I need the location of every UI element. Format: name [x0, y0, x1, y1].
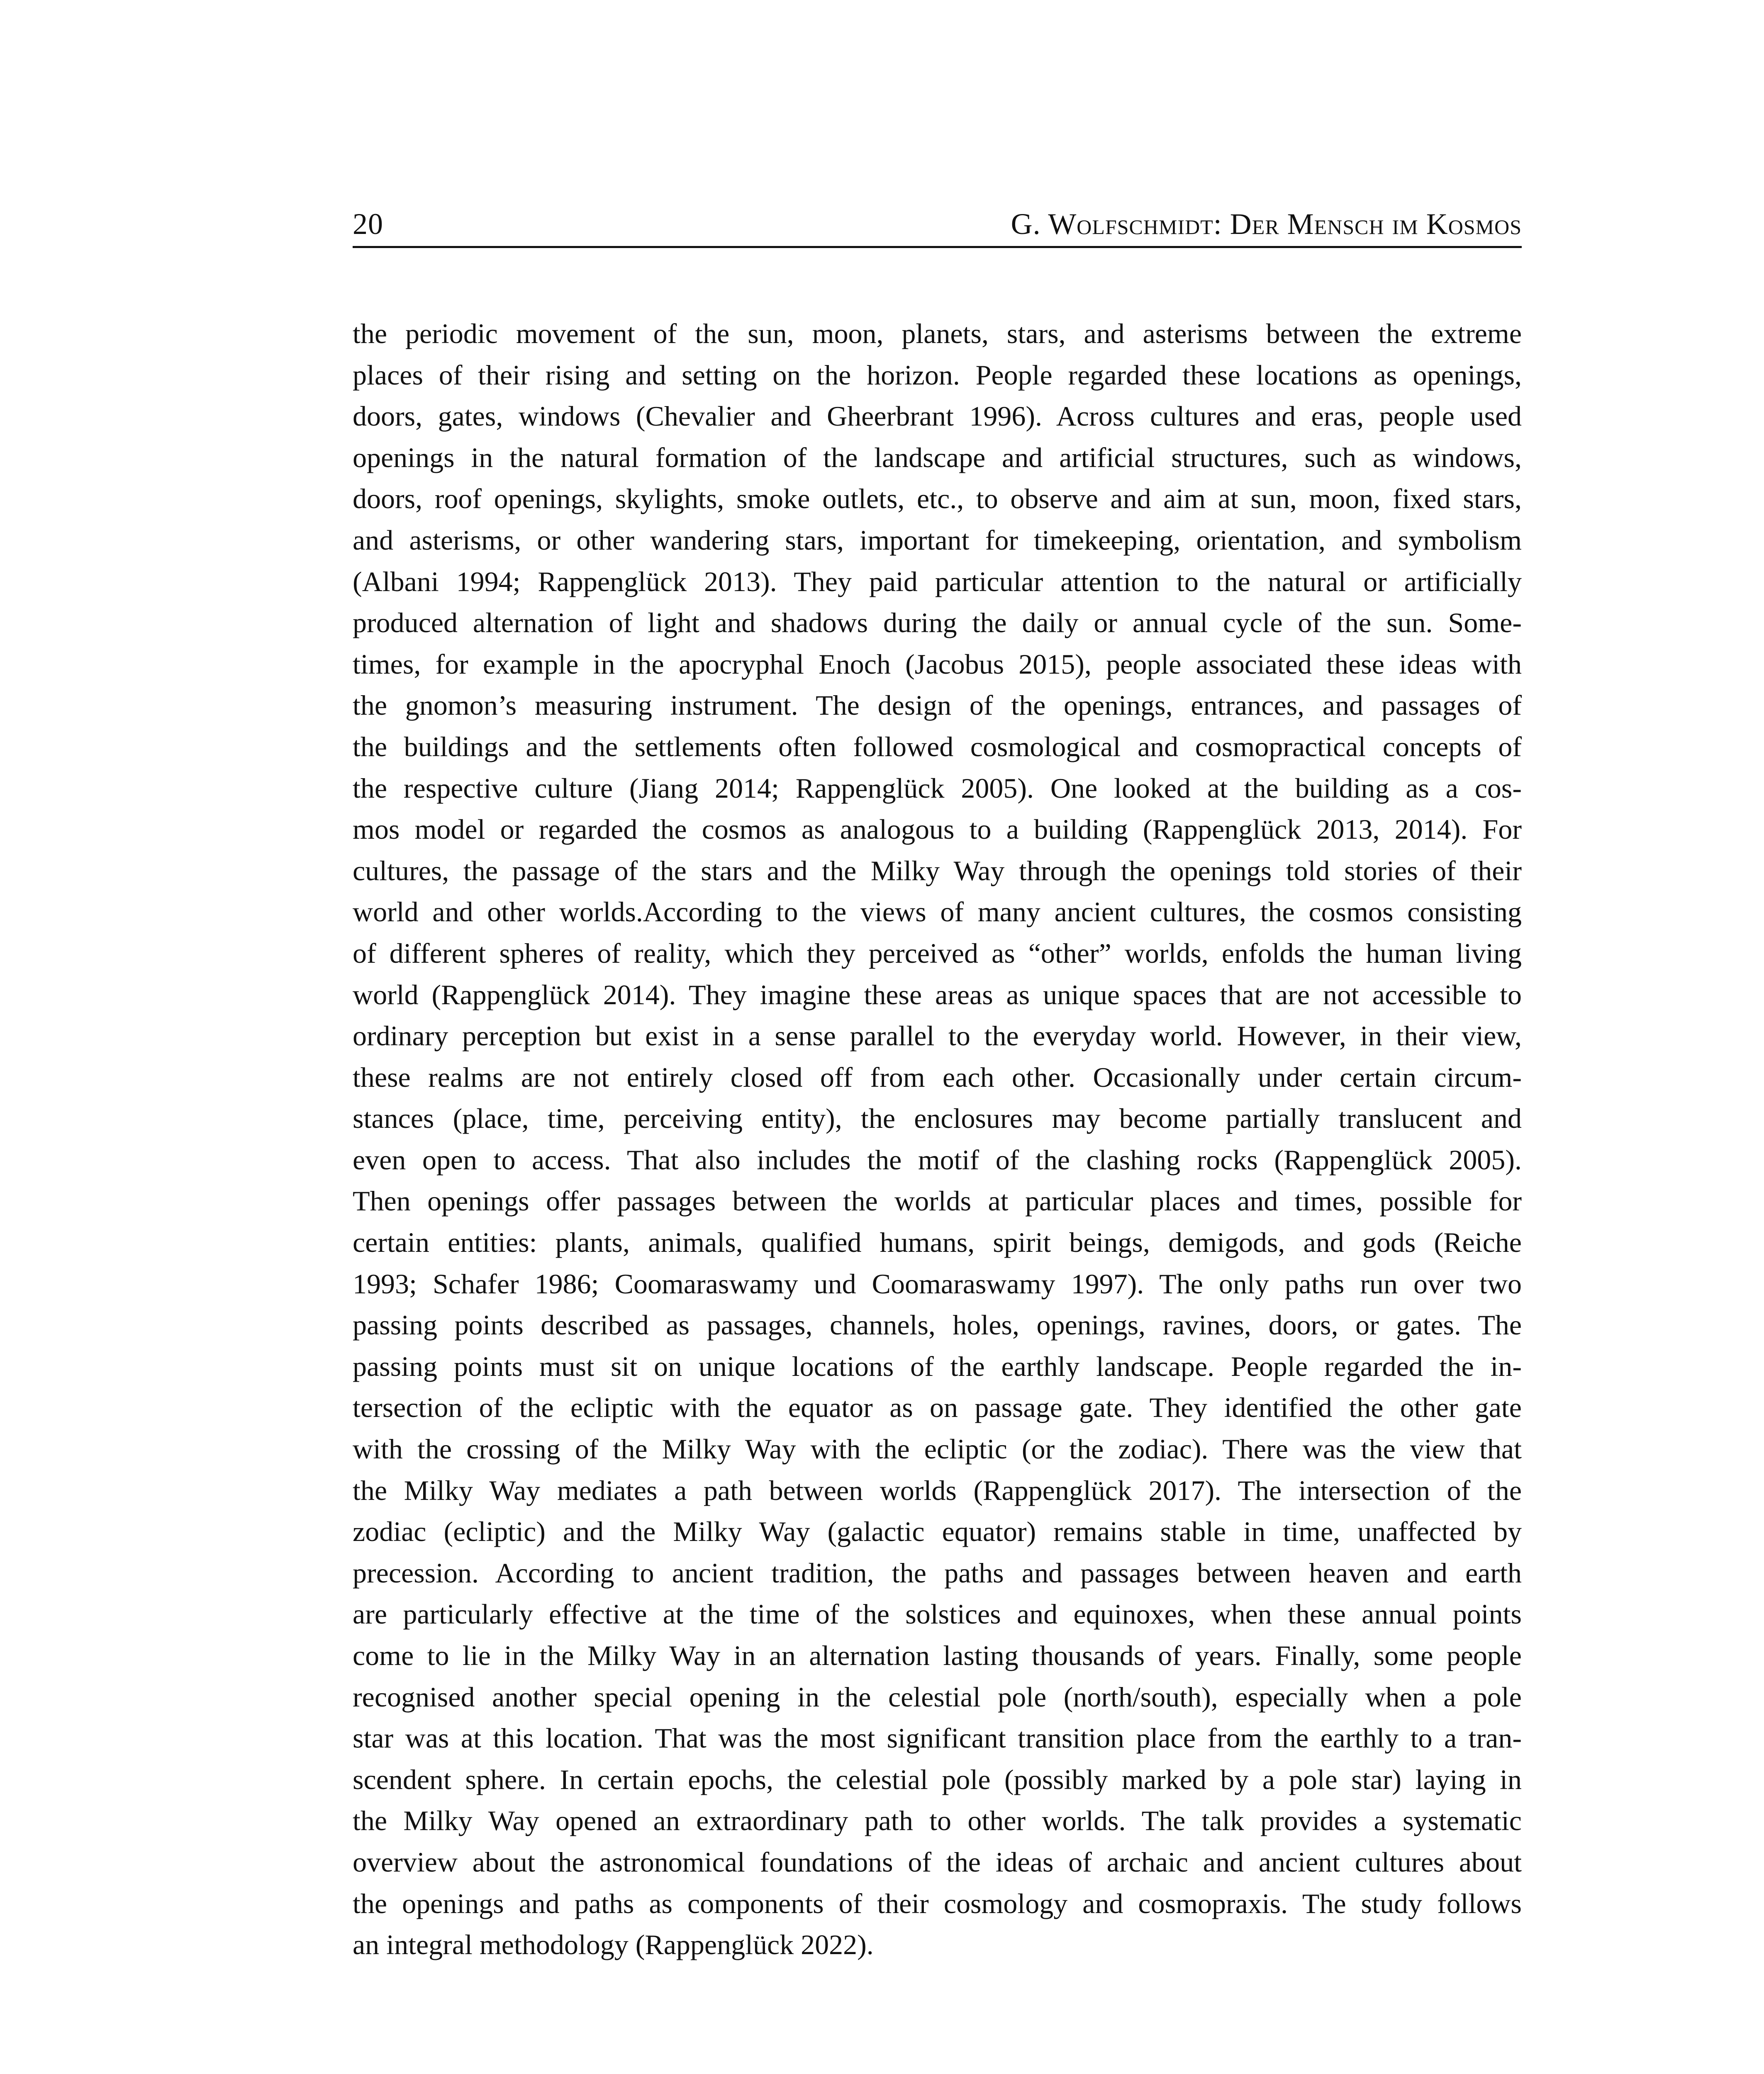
- text-line: passing points described as passages, channels, holes, openings, ravines, doors, or gates. The: [353, 1309, 1522, 1341]
- running-title: G. Wolfschmidt: Der Mensch im Kosmos: [1011, 207, 1522, 241]
- text-line: even open to access. That also includes the motif of the clashing rocks (Rappenglück 2005).: [353, 1144, 1522, 1176]
- text-line: produced alternation of light and shadows during the daily or annual cycle of the sun. Some-: [353, 607, 1522, 639]
- page-number: 20: [353, 207, 383, 241]
- text-line: stances (place, time, perceiving entity), the enclosures may become partially translucent and: [353, 1103, 1522, 1134]
- text-line: and asterisms, or other wandering stars, important for timekeeping, orientation, and symbolism: [353, 524, 1522, 556]
- text-line: ordinary perception but exist in a sense parallel to the everyday world. However, in their view,: [353, 1020, 1522, 1052]
- text-line: openings in the natural formation of the landscape and artificial structures, such as windows,: [353, 441, 1522, 473]
- text-line: the Milky Way opened an extraordinary path to other worlds. The talk provides a systematic: [353, 1805, 1522, 1837]
- text-line: scendent sphere. In certain epochs, the celestial pole (possibly marked by a pole star) laying in: [353, 1763, 1522, 1795]
- running-header: [353, 204, 1522, 248]
- text-line: tersection of the ecliptic with the equator as on passage gate. They identified the other gate: [353, 1392, 1522, 1424]
- text-line: an integral methodology (Rappenglück 2022).: [353, 1929, 874, 1961]
- text-line: the openings and paths as components of their cosmology and cosmopraxis. The study follows: [353, 1887, 1522, 1919]
- text-line: (Albani 1994; Rappenglück 2013). They paid particular attention to the natural or artificially: [353, 565, 1522, 597]
- text-line: the gnomon’s measuring instrument. The design of the openings, entrances, and passages of: [353, 689, 1522, 721]
- text-line: the buildings and the settlements often followed cosmological and cosmopractical concepts of: [353, 730, 1522, 762]
- text-line: these realms are not entirely closed off from each other. Occasionally under certain circum-: [353, 1061, 1522, 1093]
- text-line: precession. According to ancient tradition, the paths and passages between heaven and earth: [353, 1557, 1522, 1589]
- text-line: world (Rappenglück 2014). They imagine these areas as unique spaces that are not accessible to: [353, 979, 1522, 1010]
- text-line: the periodic movement of the sun, moon, planets, stars, and asterisms between the extreme: [353, 318, 1522, 349]
- text-line: the Milky Way mediates a path between worlds (Rappenglück 2017). The intersection of the: [353, 1474, 1522, 1506]
- text-line: zodiac (ecliptic) and the Milky Way (galactic equator) remains stable in time, unaffected by: [353, 1516, 1522, 1548]
- text-line: times, for example in the apocryphal Enoch (Jacobus 2015), people associated these ideas with: [353, 648, 1522, 680]
- text-line: are particularly effective at the time of the solstices and equinoxes, when these annual points: [353, 1598, 1522, 1630]
- text-line: passing points must sit on unique locations of the earthly landscape. People regarded the in-: [353, 1350, 1522, 1382]
- text-line: doors, gates, windows (Chevalier and Gheerbrant 1996). Across cultures and eras, people used: [353, 400, 1522, 432]
- text-line: places of their rising and setting on the horizon. People regarded these locations as openings,: [353, 359, 1522, 391]
- text-line: certain entities: plants, animals, qualified humans, spirit beings, demigods, and gods (Reiche: [353, 1227, 1522, 1259]
- text-line: recognised another special opening in the celestial pole (north/south), especially when a pole: [353, 1681, 1522, 1713]
- text-line: doors, roof openings, skylights, smoke outlets, etc., to observe and aim at sun, moon, fixed stars,: [353, 483, 1522, 515]
- text-line: world and other worlds.According to the views of many ancient cultures, the cosmos consisting: [353, 896, 1522, 928]
- text-line: mos model or regarded the cosmos as analogous to a building (Rappenglück 2013, 2014). For: [353, 813, 1522, 845]
- body-paragraph: [353, 313, 1522, 1966]
- text-line: star was at this location. That was the most significant transition place from the earthly to a tran-: [353, 1722, 1522, 1754]
- text-line: overview about the astronomical foundations of the ideas of archaic and ancient cultures about: [353, 1846, 1522, 1878]
- text-line: 1993; Schafer 1986; Coomaraswamy und Coomaraswamy 1997). The only paths run over two: [353, 1268, 1522, 1300]
- text-line: the respective culture (Jiang 2014; Rappenglück 2005). One looked at the building as a cos-: [353, 772, 1522, 804]
- text-line: cultures, the passage of the stars and the Milky Way through the openings told stories of their: [353, 854, 1522, 886]
- text-line: of different spheres of reality, which they perceived as “other” worlds, enfolds the human living: [353, 937, 1522, 969]
- text-line: with the crossing of the Milky Way with the ecliptic (or the zodiac). There was the view that: [353, 1433, 1522, 1465]
- text-line: come to lie in the Milky Way in an alternation lasting thousands of years. Finally, some people: [353, 1640, 1522, 1671]
- text-line: Then openings offer passages between the worlds at particular places and times, possible for: [353, 1185, 1522, 1217]
